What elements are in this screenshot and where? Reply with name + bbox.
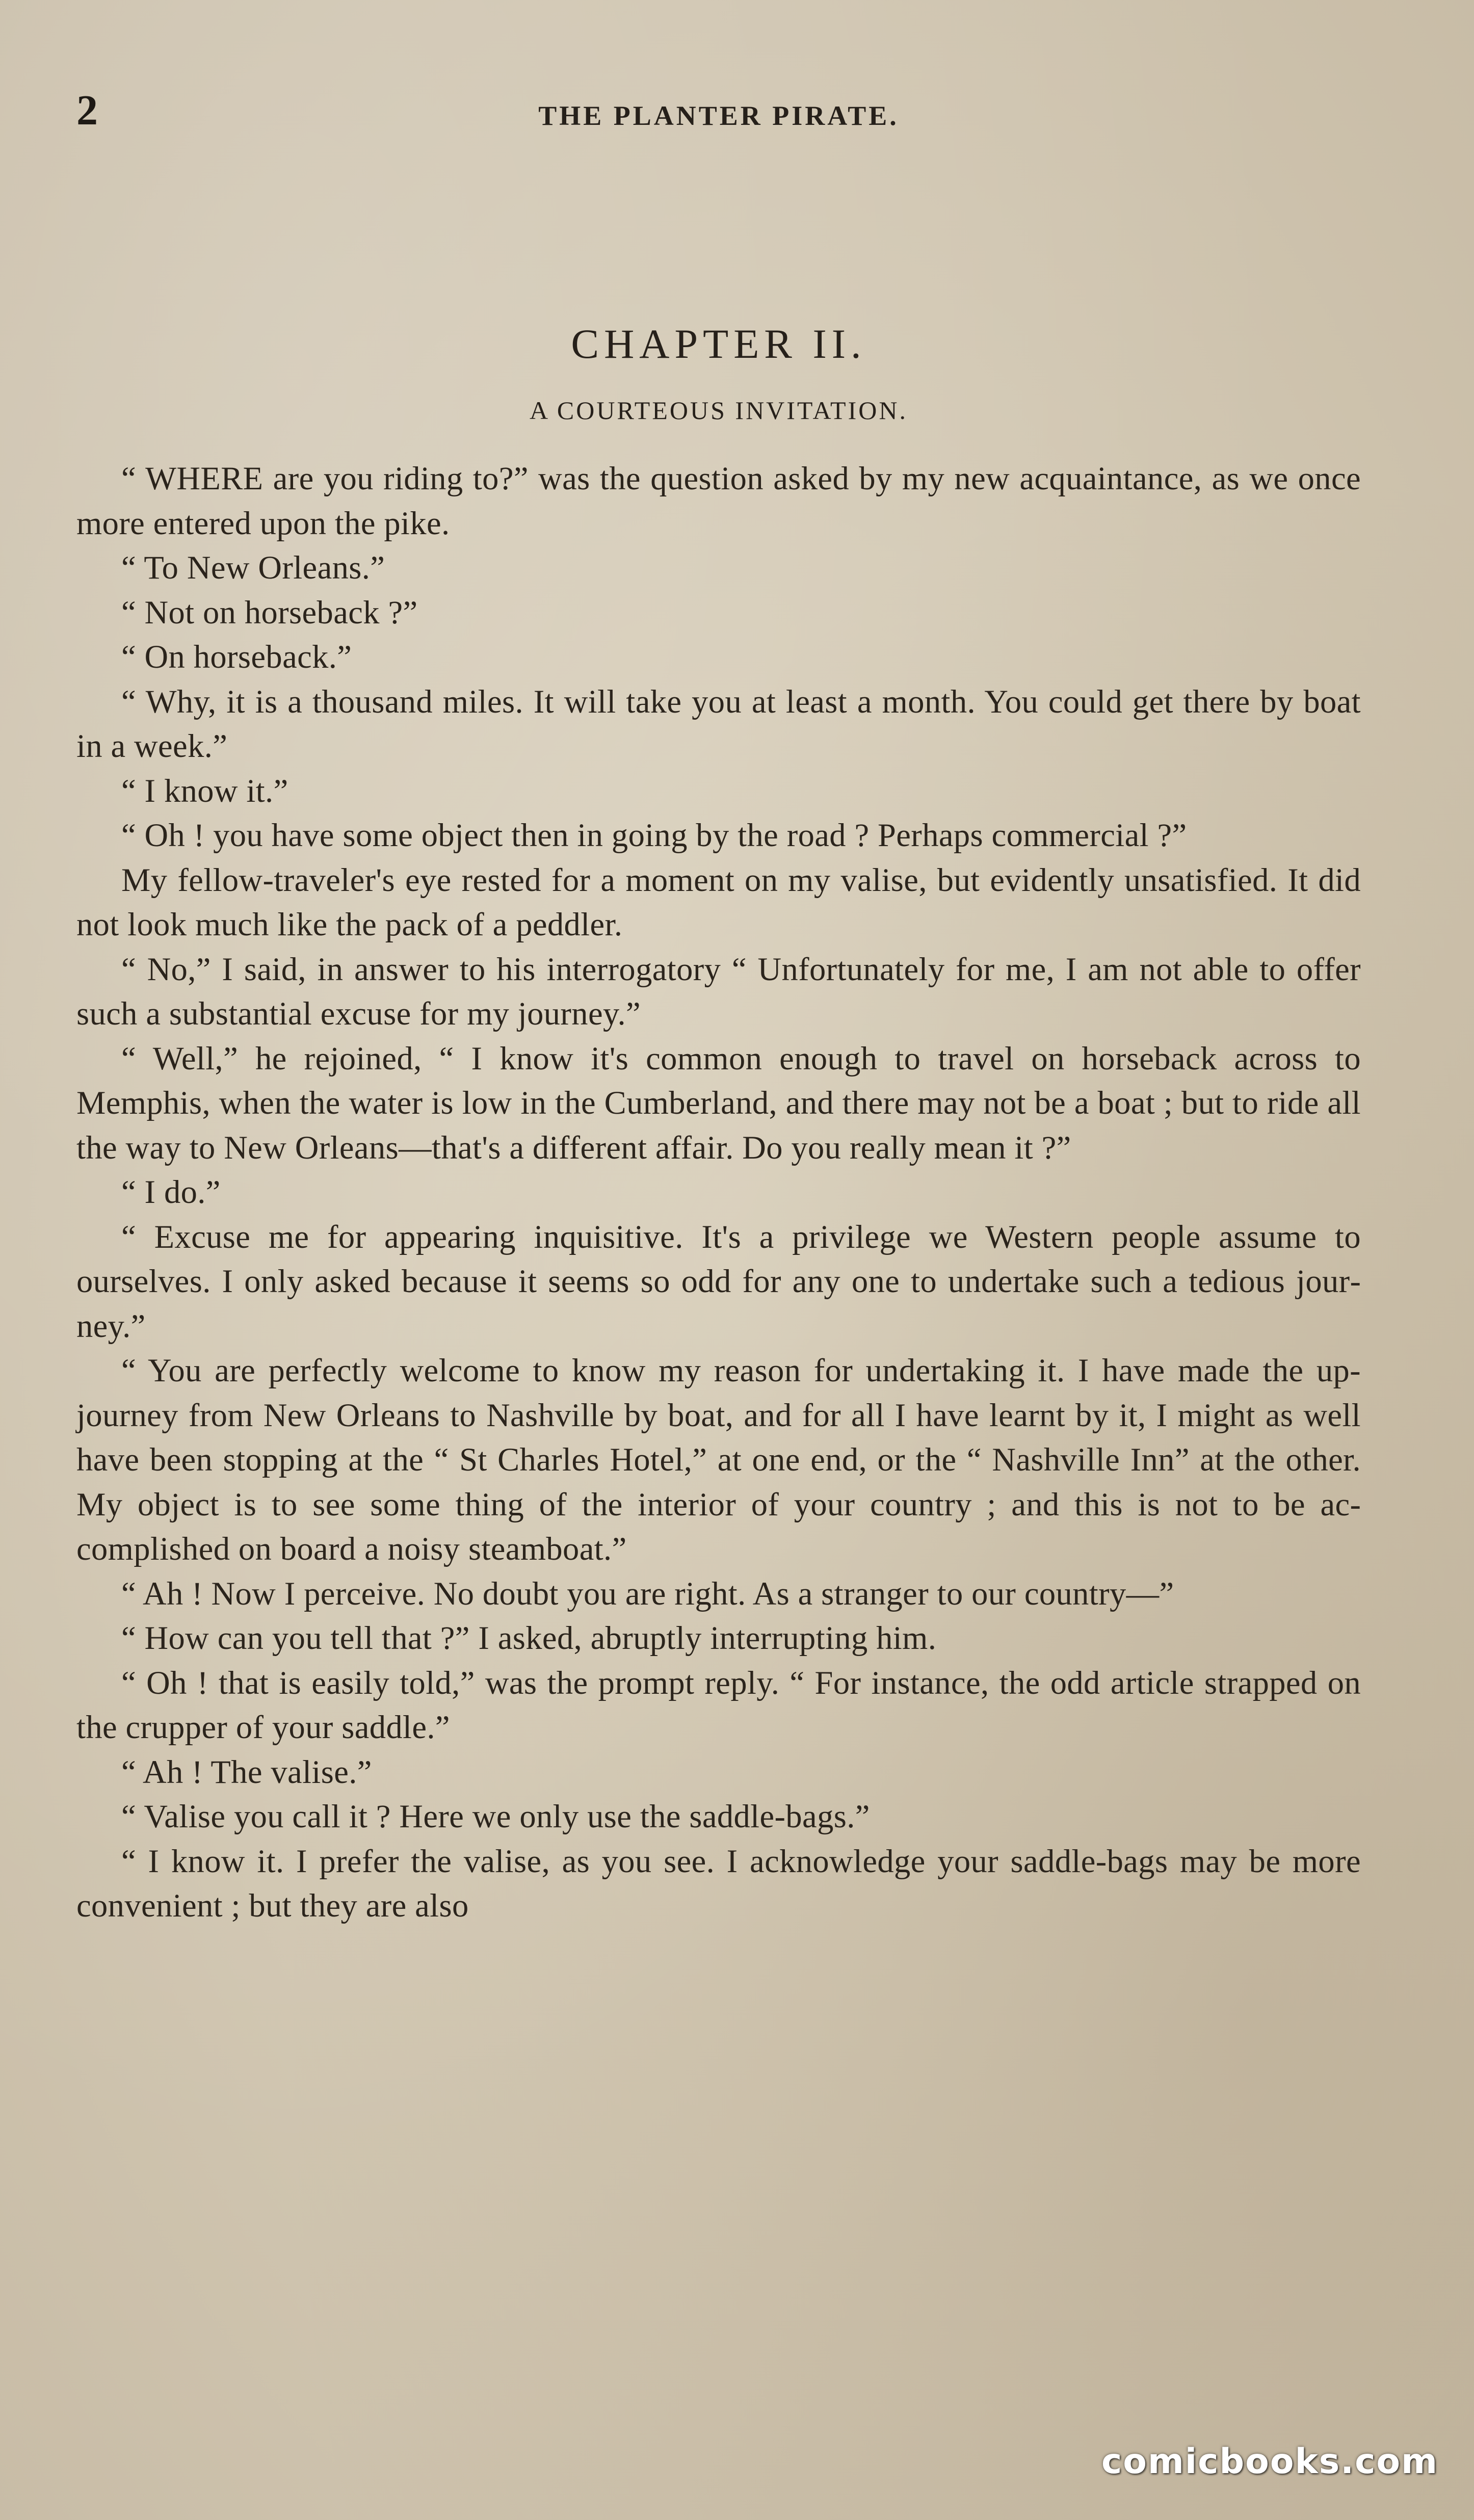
running-title: THE PLANTER PIRATE. [538,100,899,131]
paragraph: “ To New Orleans.” [121,549,385,586]
paragraph: “ Well,” he rejoined, “ I know it's common enough to travel on horseback across to Memphis, when the water is low in the Cumberland, and there may not be a boat ; but to ride all the way to New Orleans—that's a different affair. Do you really mean it ?” [76,1040,1361,1166]
page-number: 2 [76,87,98,134]
paragraph: “ How can you tell that ?” I asked, abruptly interrupting him. [121,1620,937,1656]
paragraph: “ Oh ! you have some object then in going by the road ? Perhaps commercial ?” [121,817,1187,853]
paragraph: “ I do.” [121,1174,221,1210]
paragraph: “ No,” I said, in answer to his interrogatory “ Unfortunately for me, I am not able to offer such a substantial excuse for my journey.” [76,951,1361,1032]
paragraph: “ Oh ! that is easily told,” was the prompt reply. “ For instance, the odd article strapped on the crupper of your saddle.” [76,1664,1361,1745]
paragraph: “ Ah ! The valise.” [121,1753,372,1790]
paragraph: “ I know it.” [121,772,288,809]
chapter-subtitle: A COURTEOUS INVITATION. [530,396,908,425]
body-text [76,456,1361,1928]
chapter-heading: CHAPTER II. [571,321,866,367]
paragraph: “ You are perfectly welcome to know my reason for undertaking it. I have made the up-journey from New Orleans to Nashville by boat, and for all I have learnt by it, I might as well have been stopping at the “ St Charles Hotel,” at one end, or the “ Nashville Inn” at the other. My object is to see some thing of the interior of your country ; and this is not to be accomplished on board a noisy steamboat.” [76,1352,1361,1567]
paragraph: “ Valise you call it ? Here we only use the saddle-bags.” [121,1798,870,1834]
paragraph: “ Ah ! Now I perceive. No doubt you are right. As a stranger to our country—” [121,1575,1174,1612]
paragraph: “ WHERE are you riding to?” was the question asked by my new acquaintance, as we once more entered upon the pike. [76,460,1361,541]
paragraph: “ Excuse me for appearing inquisitive. It's a privilege we Western people assume to ourselves. I only asked because it seems so odd for any one to undertake such a tedious journey.” [76,1218,1361,1344]
paragraph: My fellow-traveler's eye rested for a moment on my valise, but evidently unsatisfied. It did not look much like the pack of a peddler. [76,861,1361,942]
paragraph: “ I know it. I prefer the valise, as you see. I acknowledge your saddle-bags may be more convenient ; but they are also [76,1843,1361,1924]
running-head [76,87,1361,139]
paragraph: “ Why, it is a thousand miles. It will take you at least a month. You could get there by boat in a week.” [76,683,1361,764]
watermark: comicbooks.com [1101,2442,1438,2482]
paragraph: “ On horseback.” [121,639,352,675]
paragraph: “ Not on horseback ?” [121,594,418,631]
